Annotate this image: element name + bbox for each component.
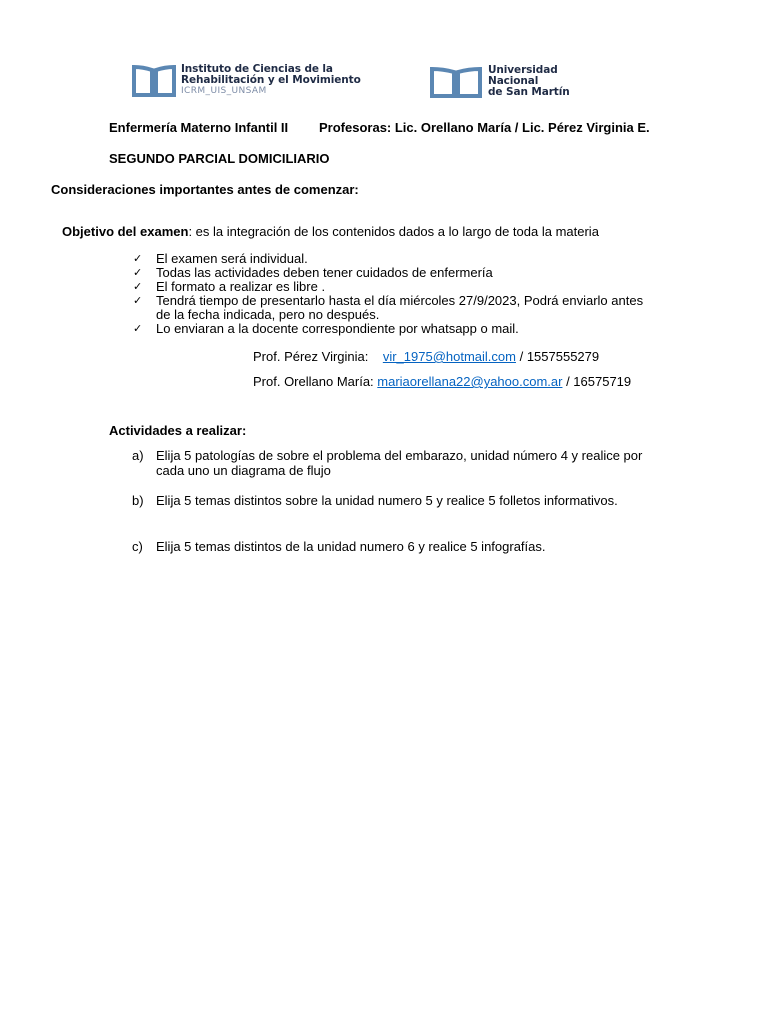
check-icon: ✓	[133, 252, 143, 265]
list-item-label: a)	[132, 448, 144, 463]
list-item-text: Elija 5 temas distintos de la unidad numero 6 y realice 5 infografías.	[156, 539, 546, 554]
objective-text: : es la integración de los contenidos dados a lo largo de toda la materia	[188, 224, 599, 239]
course-name: Enfermería Materno Infantil II	[109, 120, 289, 135]
list-item-text: El examen será individual.	[156, 251, 308, 266]
considerations-list	[133, 252, 663, 336]
list-item	[133, 266, 663, 280]
unsam-logo-line1: Universidad	[488, 64, 558, 76]
check-icon: ✓	[133, 280, 143, 293]
unsam-logo	[429, 66, 570, 99]
objective-label: Objetivo del examen	[62, 224, 189, 239]
unsam-logo-line2: Nacional	[488, 75, 539, 87]
open-book-icon	[131, 64, 177, 98]
contact-phone: / 1557555279	[515, 349, 600, 364]
icrm-logo-line2: Rehabilitación y el Movimiento	[181, 73, 361, 86]
check-icon: ✓	[133, 322, 143, 335]
contact-perez	[253, 349, 599, 364]
list-item	[133, 294, 663, 322]
list-item	[133, 252, 663, 266]
considerations-heading: Consideraciones importantes antes de comenzar:	[51, 182, 359, 197]
exam-title: SEGUNDO PARCIAL DOMICILIARIO	[109, 151, 330, 166]
objective-paragraph	[62, 224, 599, 239]
contact-label: Prof. Orellano María:	[253, 374, 378, 389]
list-item-text: Tendrá tiempo de presentarlo hasta el día miércoles 27/9/2023, Podrá enviarlo antes de la fecha indicada, pero no después.	[156, 293, 644, 322]
check-icon: ✓	[133, 266, 143, 279]
icrm-logo-line3: ICRM_UIS_UNSAM	[181, 85, 267, 96]
contact-orellano	[253, 374, 631, 389]
email-link[interactable]: mariaorellana22@yahoo.com.ar	[377, 374, 563, 389]
list-item	[132, 539, 652, 554]
unsam-logo-line3: de San Martín	[488, 86, 570, 98]
list-item-text: Elija 5 patologías de sobre el problema del embarazo, unidad número 4 y realice por cada uno un diagrama de flujo	[156, 448, 643, 478]
contact-phone: / 16575719	[562, 374, 632, 389]
list-item	[133, 280, 663, 294]
list-item	[132, 448, 652, 493]
list-item	[133, 322, 663, 336]
open-book-icon	[429, 66, 483, 99]
email-link[interactable]: vir_1975@hotmail.com	[382, 349, 516, 364]
list-item-text: El formato a realizar es libre .	[156, 279, 326, 294]
list-item-text: Todas las actividades deben tener cuidados de enfermería	[156, 265, 493, 280]
list-item-label: c)	[132, 539, 143, 554]
contact-label: Prof. Pérez Virginia:	[253, 349, 383, 364]
course-header	[109, 120, 709, 135]
icrm-logo-line1: Instituto de Ciencias de la	[181, 62, 333, 75]
list-item-label: b)	[132, 493, 144, 508]
list-item-text: Elija 5 temas distintos sobre la unidad numero 5 y realice 5 folletos informativos.	[156, 493, 618, 508]
list-item-text: Lo enviaran a la docente correspondiente por whatsapp o mail.	[156, 321, 519, 336]
activities-list	[132, 448, 652, 554]
check-icon: ✓	[133, 294, 143, 307]
icrm-logo	[131, 64, 361, 98]
professors-line: Profesoras: Lic. Orellano María / Lic. Pérez Virginia E.	[319, 120, 650, 135]
list-item	[132, 493, 652, 539]
activities-heading: Actividades a realizar:	[109, 423, 247, 438]
